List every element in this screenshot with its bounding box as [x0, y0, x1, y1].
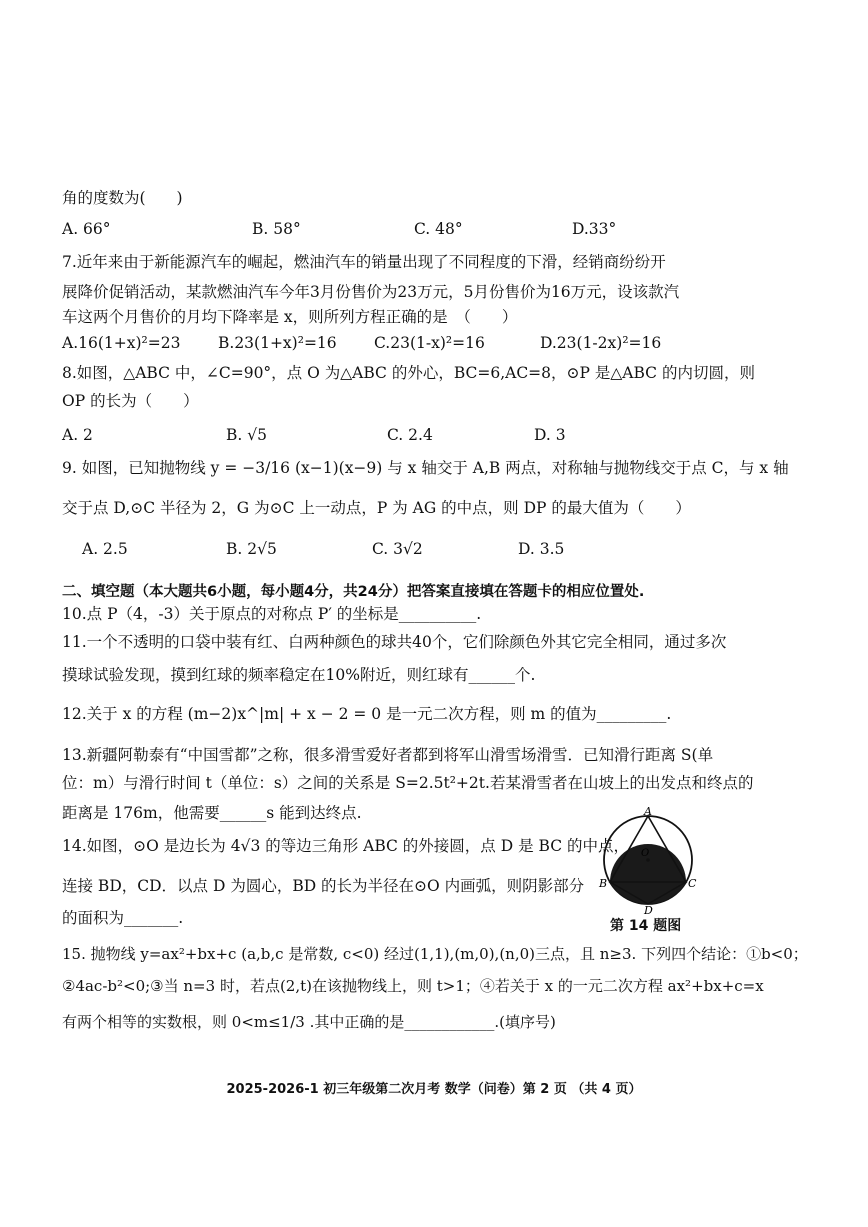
- q9-option-a: A. 2.5: [82, 540, 128, 558]
- q8-option-a: A. 2: [62, 426, 93, 444]
- section-2-heading: 二、填空题（本大题共6小题，每小题4分，共24分）把答案直接填在答题卡的相应位置处.: [62, 584, 645, 600]
- q6-option-c: C. 48°: [414, 220, 463, 238]
- q8-option-b: B. √5: [226, 426, 267, 444]
- q15-line-3: 有两个相等的实数根，则 0<m≤1/3 .其中正确的是____________.(填序号): [62, 1013, 556, 1031]
- q7-option-c: C.23(1-x)²=16: [374, 334, 485, 352]
- q13-line-2: 位：m）与滑行时间 t（单位：s）之间的关系是 S=2.5t²+2t.若某滑雪者在山坡上的出发点和终点的: [62, 774, 754, 792]
- label-a: A: [644, 805, 652, 818]
- label-b: B: [599, 877, 608, 890]
- q9-option-b: B. 2√5: [226, 540, 277, 558]
- q8-line-1: 8.如图，△ABC 中，∠C=90°，点 O 为△ABC 的外心，BC=6,AC=8，⊙P 是△ABC 的内切圆，则: [62, 364, 755, 382]
- q10: 10.点 P（4，-3）关于原点的对称点 P′ 的坐标是__________.: [62, 605, 482, 623]
- q8-option-c: C. 2.4: [387, 426, 433, 444]
- q13-line-3: 距离是 176m，他需要______s 能到达终点.: [62, 804, 362, 822]
- q8-option-d: D. 3: [534, 426, 566, 444]
- q7-line-2: 展降价促销活动，某款燃油汽车今年3月份售价为23万元，5月份售价为16万元，设该款汽: [62, 283, 680, 301]
- q9-line-2: 交于点 D,⊙C 半径为 2，G 为⊙C 上一动点，P 为 AG 的中点，则 DP 的最大值为（ ）: [62, 499, 691, 517]
- q9-option-c: C. 3√2: [372, 540, 423, 558]
- q6-option-d: D.33°: [572, 220, 617, 238]
- q7-line-3: 车这两个月售价的月均下降率是 x，则所列方程正确的是 （ ）: [62, 308, 518, 326]
- q14-line-1: 14.如图，⊙O 是边长为 4√3 的等边三角形 ABC 的外接圆，点 D 是 BC 的中点，: [62, 837, 629, 855]
- q7-option-d: D.23(1-2x)²=16: [540, 334, 662, 352]
- q9-option-d: D. 3.5: [518, 540, 565, 558]
- q14-figure-caption: 第 14 题图: [610, 918, 682, 934]
- q6-option-a: A. 66°: [62, 220, 111, 238]
- q15-line-2: ②4ac-b²<0;③当 n=3 时，若点(2,t)在该抛物线上，则 t>1；④若关于 x 的一元二次方程 ax²+bx+c=x: [62, 977, 764, 995]
- q11-line-1: 11.一个不透明的口袋中装有红、白两种颜色的球共40个，它们除颜色外其它完全相同，通过多次: [62, 633, 727, 651]
- label-c: C: [688, 877, 697, 890]
- q14-line-3: 的面积为_______.: [62, 909, 184, 927]
- q7-line-1: 7.近年来由于新能源汽车的崛起，燃油汽车的销量出现了不同程度的下滑，经销商纷纷开: [62, 253, 666, 271]
- q7-option-a: A.16(1+x)²=23: [62, 334, 181, 352]
- q14-line-2: 连接 BD，CD．以点 D 为圆心，BD 的长为半径在⊙O 内画弧，则阴影部分: [62, 877, 585, 895]
- q8-line-2: OP 的长为（ ）: [62, 392, 199, 410]
- q13-line-1: 13.新疆阿勒泰有“中国雪都”之称，很多滑雪爱好者都到将军山滑雪场滑雪．已知滑行距离 S(单: [62, 746, 714, 764]
- page-footer: 2025-2026-1 初三年级第二次月考 数学（问卷）第 2 页 （共 4 页）: [226, 1082, 642, 1097]
- q15-line-1: 15. 抛物线 y=ax²+bx+c (a,b,c 是常数, c<0) 经过(1,1),(m,0),(n,0)三点，且 n≥3. 下列四个结论：①b<0；: [62, 945, 808, 963]
- label-o: O: [641, 848, 650, 859]
- label-d: D: [644, 904, 653, 915]
- q7-option-b: B.23(1+x)²=16: [218, 334, 337, 352]
- q6-option-b: B. 58°: [252, 220, 301, 238]
- q14-figure: [598, 805, 698, 915]
- q11-line-2: 摸球试验发现，摸到红球的频率稳定在10%附近，则红球有______个.: [62, 666, 536, 684]
- q9-line-1: 9. 如图，已知抛物线 y = −3/16 (x−1)(x−9) 与 x 轴交于 A,B 两点，对称轴与抛物线交于点 C，与 x 轴: [62, 459, 789, 477]
- q12: 12.关于 x 的方程 (m−2)x^|m| + x − 2 = 0 是一元二次方程，则 m 的值为_________.: [62, 705, 672, 723]
- q6-stem-end: 角的度数为( ): [62, 189, 183, 207]
